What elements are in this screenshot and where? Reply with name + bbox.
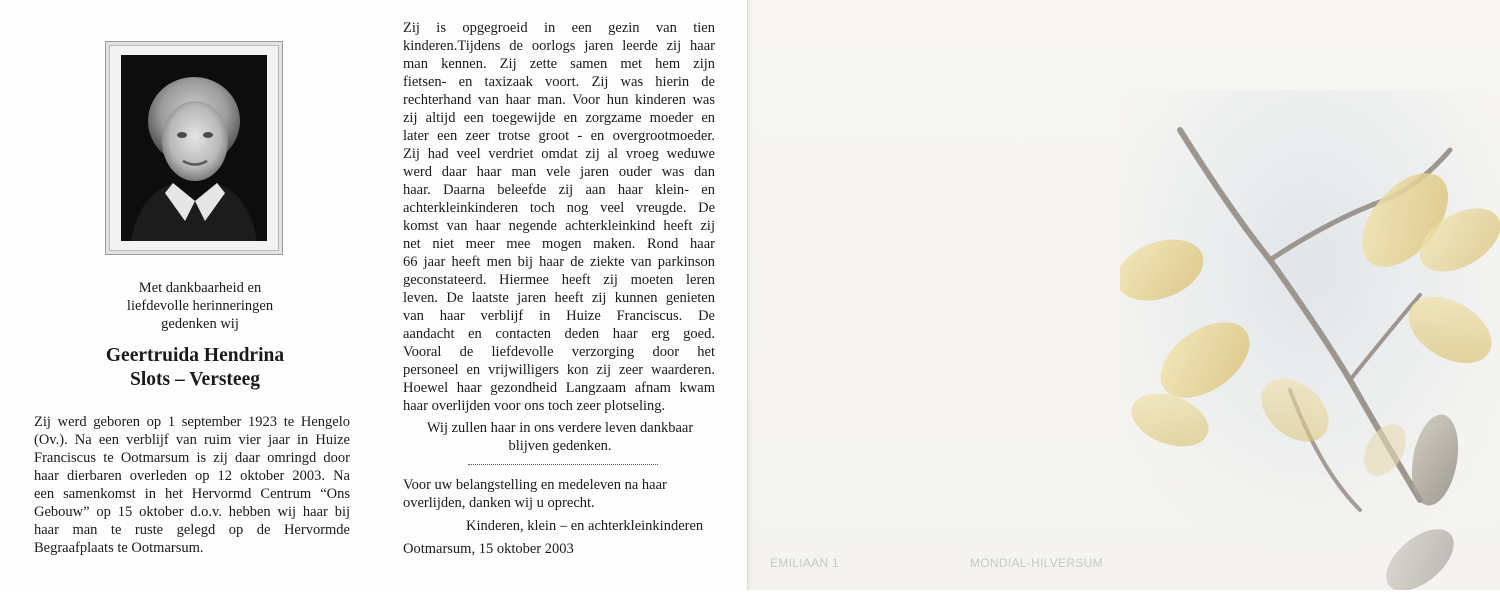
story-line: fietsen- en taxizaak voort. Zij was hierin de <box>403 74 715 90</box>
portrait-frame <box>105 41 283 255</box>
leaf-branch-illustration <box>1120 90 1500 590</box>
thanks-line: overlijden, danken wij u oprecht. <box>403 495 595 511</box>
place-date: Ootmarsum, 15 oktober 2003 <box>403 541 574 557</box>
story-line: werd daar haar man vele jaren ouder was dan <box>403 164 715 180</box>
story-line: 66 jaar heeft men bij haar de ziekte van parkinson <box>403 254 715 270</box>
bio-line: Zij werd geboren op 1 september 1923 te Hengelo <box>34 414 350 430</box>
name-family: Slots – Versteeg <box>130 369 260 390</box>
story-line: komst van haar negende achterkleinkind heeft zij <box>403 218 715 234</box>
story-line: van haar verblijf in Huize Franciscus. De <box>403 308 715 324</box>
closing-line: Wij zullen haar in ons verdere leven dankbaar <box>426 420 694 436</box>
bio-line: (Ov.). Na een verblijf van ruim vier jaar in Huize <box>34 432 350 448</box>
story-line: geconstateerd. Hiermee heeft zij moeten leren <box>403 272 715 288</box>
story-line: man kennen. Zij zette samen met hem zijn <box>403 56 715 72</box>
print-mark-printer: MONDIAL-HILVERSUM <box>970 556 1103 570</box>
story-line: leven. De laatste jaren heeft zij kunnen genieten <box>403 290 715 306</box>
fold-line <box>747 0 753 590</box>
portrait-photo <box>121 55 267 241</box>
life-story-paragraph <box>403 19 715 415</box>
closing-line: blijven gedenken. <box>508 438 612 454</box>
story-line: achterkleinkinderen toch nog veel vreugde. De <box>403 200 715 216</box>
intro-text <box>85 279 315 333</box>
story-line: kinderen.Tijdens de oorlogs jaren leerde zij haar <box>403 38 715 54</box>
intro-line: liefdevolle herinneringen <box>126 298 274 314</box>
story-line: Zij had veel verdriet omdat zij al vroeg weduwe <box>403 146 715 162</box>
deceased-name <box>60 344 330 392</box>
print-mark-design: EMILIAAN 1 <box>770 556 840 570</box>
story-line: personeel en vrijwilligers kon zij zeer waarderen. <box>403 362 715 378</box>
family-signature: Kinderen, klein – en achterkleinkinderen <box>466 518 704 534</box>
biography-paragraph <box>34 413 350 557</box>
bio-line: Franciscus te Ootmarsum is zij daar omringd door <box>34 450 350 466</box>
bio-line: een samenkomst in het Hervormd Centrum “Ons <box>34 486 350 502</box>
story-line: haar. Daarna beleefde zij aan haar klein- en <box>403 182 715 198</box>
story-line: rechterhand van haar man. Voor hun kinderen was <box>403 92 715 108</box>
story-line: Hoewel haar gezondheid Langzaam afnam kwam <box>403 380 715 396</box>
intro-line: gedenken wij <box>161 316 239 332</box>
story-line: Vooral de liefdevolle verzorging door het <box>403 344 715 360</box>
closing-text <box>410 419 710 455</box>
story-line: haar overlijden voor ons toch zeer plotseling. <box>403 398 666 414</box>
story-line: zij altijd een toegewijde en zorgzame moeder en <box>403 110 715 126</box>
story-line: aandacht en contacten deden haar erg goed. <box>403 326 715 342</box>
name-given: Geertruida Hendrina <box>105 345 285 366</box>
intro-line: Met dankbaarheid en <box>138 280 262 296</box>
story-line: Zij is opgegroeid in een gezin van tien <box>403 20 715 36</box>
story-line: net niet meer mee mogen maken. Rond haar <box>403 236 715 252</box>
thanks-text <box>403 476 713 512</box>
bio-line: Begraafplaats te Ootmarsum. <box>34 540 204 556</box>
story-line: later een zeer trotse groot - en overgrootmoeder. <box>403 128 715 144</box>
dotted-divider <box>468 464 658 465</box>
thanks-line: Voor uw belangstelling en medeleven na haar <box>403 477 667 493</box>
bio-line: haar man te ruste gelegd op de Hervormde <box>34 522 350 538</box>
bio-line: haar dierbaren overleden op 12 oktober 2003. Na <box>34 468 350 484</box>
bio-line: Gebouw” op 15 oktober d.o.v. hebben wij haar bij <box>34 504 350 520</box>
